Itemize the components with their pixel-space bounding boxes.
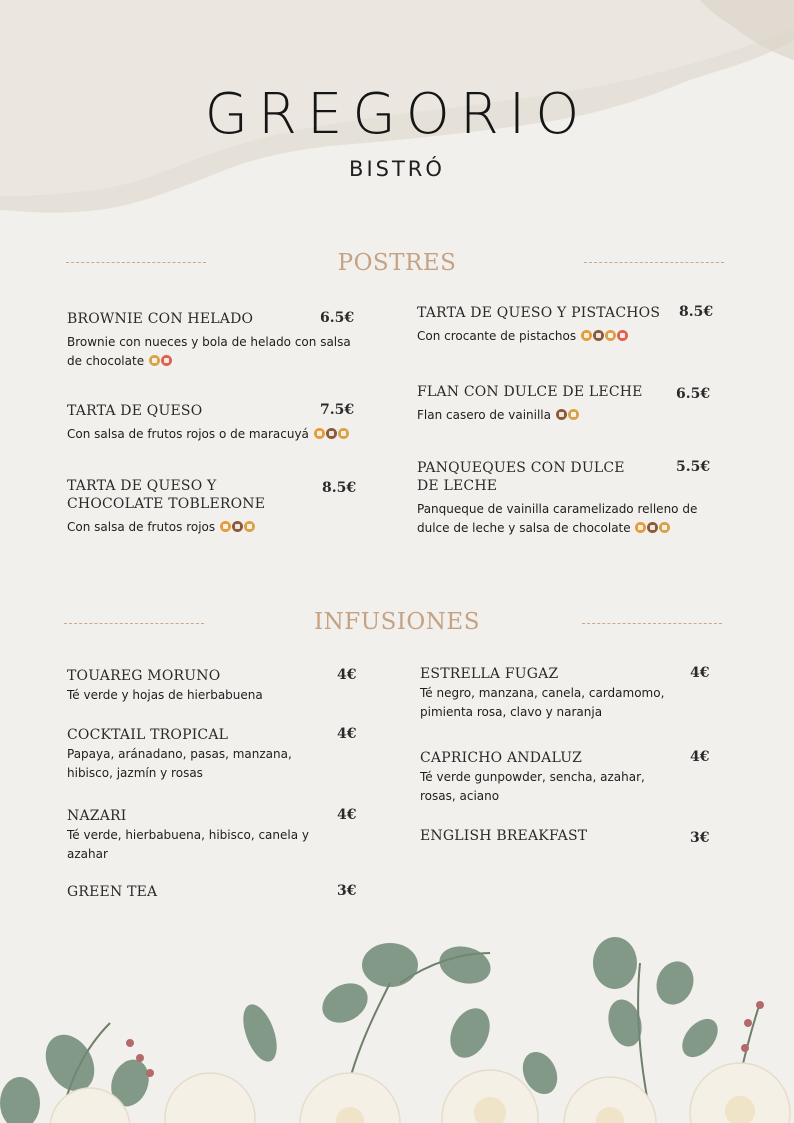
egg-icon [568,409,579,420]
egg-icon [659,522,670,533]
item-name: NAZARI [67,808,127,824]
item-description [417,500,707,538]
gluten-icon [581,330,592,341]
egg-icon [244,521,255,532]
menu-item-brownie [67,310,359,371]
menu-item-tarta-pistachos [417,304,713,346]
section-title-postres: POSTRES [337,250,457,276]
nuts-icon [232,521,243,532]
menu-item-green-tea [67,883,359,901]
item-price: 4€ [690,749,710,765]
nuts-icon [647,522,658,533]
item-price: 3€ [337,883,357,899]
gluten-icon [220,521,231,532]
description-text: Brownie con nueces y bola de helado con salsa de chocolate [67,335,351,368]
nuts-icon [326,428,337,439]
description-text: Panqueque de vainilla caramelizado relleno de dulce de leche y salsa de chocolate [417,502,698,535]
restaurant-name: GREGORIO [204,82,590,147]
item-price: 4€ [337,726,357,742]
item-name: TARTA DE QUESO Y CHOCOLATE TOBLERONE [67,478,266,512]
item-price: 6.5€ [320,310,355,326]
description-text: Con crocante de pistachos [417,329,577,343]
gluten-icon [314,428,325,439]
item-name: ESTRELLA FUGAZ [420,666,559,682]
description-text: Flan casero de vainilla [417,408,551,422]
item-description [417,406,713,425]
item-name: FLAN CON DULCE DE LECHE [417,384,643,400]
item-description [67,518,359,537]
menu-item-nazari [67,807,357,864]
menu-item-capricho-andaluz [420,749,710,806]
item-description: Té verde, hierbabuena, hibisco, canela y azahar [67,828,309,861]
menu-item-tarta-toblerone [67,477,359,537]
menu-item-tarta-queso [67,402,359,444]
divider-right [584,262,724,263]
item-description: Té verde gunpowder, sencha, azahar, rosas, aciano [420,770,645,803]
item-name: TARTA DE QUESO Y PISTACHOS [417,305,661,321]
item-price: 6.5€ [676,386,711,402]
menu-item-touareg [67,667,359,705]
item-name: CAPRICHO ANDALUZ [420,750,583,766]
item-description [417,327,713,346]
egg-icon [605,330,616,341]
restaurant-subtitle: BISTRÓ [349,157,445,181]
egg-icon [338,428,349,439]
item-price: 4€ [337,667,357,683]
divider-right [582,623,722,624]
item-price: 8.5€ [322,480,357,496]
menu-item-estrella-fugaz [420,665,710,722]
floral-decoration [0,923,794,1123]
item-price: 4€ [690,665,710,681]
item-name: TOUAREG MORUNO [67,668,221,684]
gluten-icon [635,522,646,533]
item-name: ENGLISH BREAKFAST [420,828,588,844]
section-title-infusiones: INFUSIONES [314,609,480,635]
description-text: Con salsa de frutos rojos o de maracuyá [67,427,309,441]
item-price: 4€ [337,807,357,823]
item-description: Papaya, aránadano, pasas, manzana, hibisco, jazmín y rosas [67,747,292,780]
item-price: 5.5€ [676,459,711,475]
item-description: Té negro, manzana, canela, cardamomo, pimienta rosa, clavo y naranja [420,686,665,719]
item-description: Té verde y hojas de hierbabuena [67,688,263,702]
item-price: 8.5€ [679,304,714,320]
milk-icon [161,355,172,366]
item-name: BROWNIE CON HELADO [67,311,254,327]
item-description [67,333,359,371]
item-name: PANQUEQUES CON DULCE DE LECHE [417,460,625,494]
menu-item-flan [417,383,713,425]
item-price: 7.5€ [320,402,355,418]
egg-icon [149,355,160,366]
nuts-icon [556,409,567,420]
menu-item-english-breakfast [420,827,712,845]
item-name: GREEN TEA [67,884,158,900]
nuts-icon [593,330,604,341]
menu-item-panqueques [417,459,711,538]
description-text: Con salsa de frutos rojos [67,520,216,534]
menu-item-cocktail-tropical [67,726,357,783]
milk-icon [617,330,628,341]
item-price: 3€ [690,830,710,846]
item-name: COCKTAIL TROPICAL [67,727,229,743]
item-description [67,425,359,444]
item-name: TARTA DE QUESO [67,403,203,419]
